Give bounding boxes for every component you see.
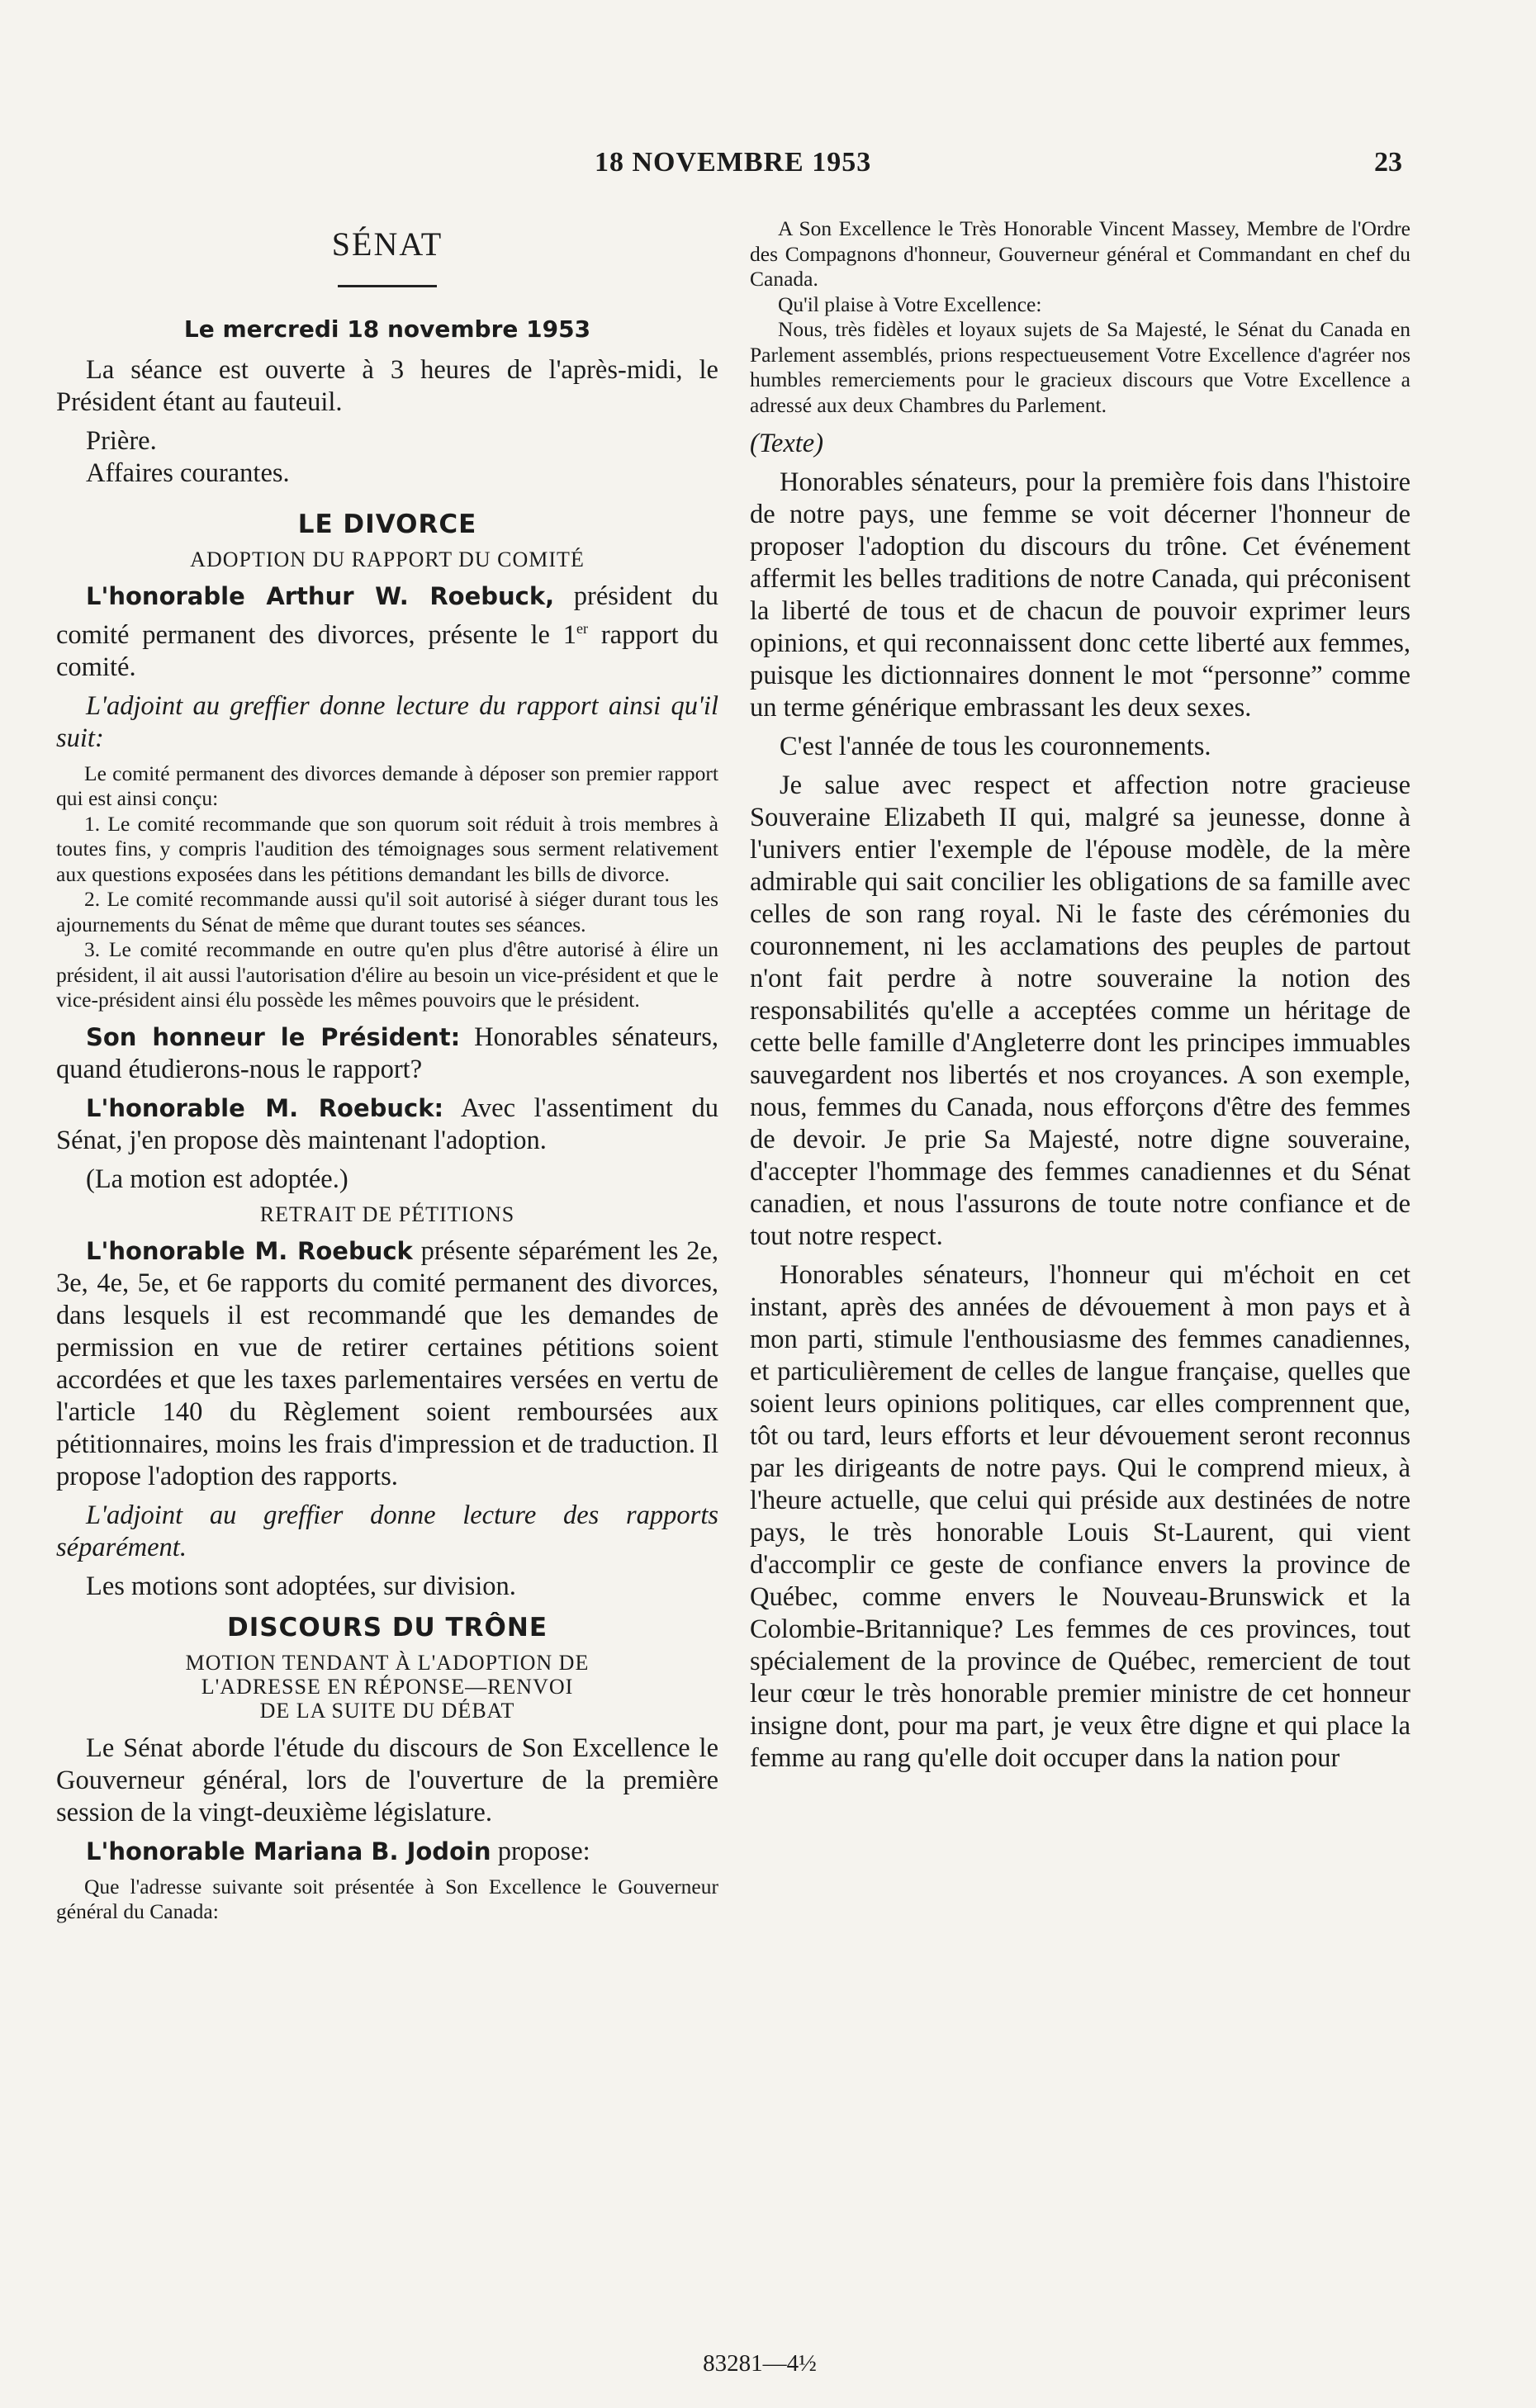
- speaker-jodoin: L'honorable Mariana B. Jodoin: [86, 1837, 491, 1865]
- page-date-header: 18 NOVEMBRE 1953: [595, 147, 872, 178]
- left-column: [56, 216, 718, 1925]
- speaker-roebuck: L'honorable Arthur W. Roebuck,: [86, 582, 555, 610]
- president-paragraph: [56, 1022, 718, 1086]
- speech-paragraph-2: C'est l'année de tous les couronnements.: [780, 732, 1211, 761]
- discours-sub-line-3: DE LA SUITE DU DÉBAT: [259, 1698, 515, 1723]
- senat-aborde-paragraph: Le Sénat aborde l'étude du discours de Son Excellence le Gouverneur général, lors de l'ouverture de la première session de la vingt-deuxième législature.: [56, 1733, 718, 1827]
- session-date: Le mercredi 18 novembre 1953: [183, 315, 591, 343]
- speech-paragraph-3: Je salue avec respect et affection notre gracieuse Souveraine Elizabeth II qui, malgré sa jeunesse, donne à l'univers entier l'exemple de l'épouse modèle, de la mère admirable qui sait concilier les obligations de sa famille avec celles de son rang royal. Ni le faste des cérémonies du couronnement, ni les acclamations des peuples de partout n'ont fait perdre à notre souveraine la notion des responsabilités qu'elle a acceptées comme un héritage de cette belle famille d'Angleterre dont les principes immuables sauvegardent nos libertés et nos croyances. A son exemple, nous, femmes du Canada, nous efforçons d'être des femmes de devoir. Je prie Sa Majesté, notre digne souveraine, d'accepter l'hommage des femmes canadiennes et du Sénat canadien, et nous l'assurons de toute notre confiance et de tout notre respect.: [750, 770, 1410, 1251]
- roebuck2-text: Avec l'assentiment du Sénat, j'en propose dès maintenant l'adoption.: [56, 1093, 718, 1155]
- speaker-president: Son honneur le Président:: [86, 1022, 461, 1051]
- roebuck-text-b: rapport du comité.: [56, 619, 718, 682]
- motions-adopted: Les motions sont adoptées, sur division.: [86, 1571, 516, 1601]
- footer-code: 83281—4½: [703, 2350, 817, 2377]
- greffier-note-1: L'adjoint au greffier donne lecture du rapport ainsi qu'il suit:: [56, 690, 718, 753]
- address-recipient: A Son Excellence le Très Honorable Vincent Massey, Membre de l'Ordre des Compagnons d'honneur, Gouverneur général et Commandant en chef du Canada.: [750, 216, 1410, 291]
- opening-paragraph: La séance est ouverte à 3 heures de l'après-midi, le Président étant au fauteuil.: [56, 355, 718, 417]
- roebuck-text-a: président du comité permanent des divorces, présente le 1: [56, 581, 718, 650]
- texte-label: (Texte): [750, 429, 824, 458]
- plaise-line: Qu'il plaise à Votre Excellence:: [778, 292, 1042, 316]
- roebuck3-paragraph: [56, 1235, 718, 1493]
- jodoin-paragraph: [56, 1836, 718, 1868]
- speaker-roebuck-2: L'honorable M. Roebuck:: [86, 1093, 444, 1122]
- adresse-intro: Que l'adresse suivante soit présentée à Son Excellence le Gouverneur général du Canada:: [56, 1874, 718, 1924]
- page-header: [0, 147, 1536, 188]
- speech-paragraph-1: Honorables sénateurs, pour la première fois dans l'histoire de notre pays, une femme se voit décerner l'honneur de proposer l'adoption du discours du trône. Cet événement affermit les belles traditions de notre Canada, qui préconisent la liberté de tous et de chacun de pouvoir exprimer leurs opinions, et qui reconnaissent donc cette liberté aux femmes, puisque les dictionnaires donnent le mot “personne” comme un terme générique embrassant les deux sexes.: [750, 467, 1410, 723]
- senat-title: SÉNAT: [331, 225, 443, 263]
- jodoin-text: propose:: [491, 1836, 590, 1866]
- divorce-section-title: LE DIVORCE: [297, 510, 477, 539]
- priere-line: Prière.: [86, 426, 157, 456]
- nous-paragraph: Nous, très fidèles et loyaux sujets de Sa Majesté, le Sénat du Canada en Parlement assemblés, prions respectueusement Votre Excellence d'agréer nos humbles remerciements pour le gracieux discours que Votre Excellence a adressé aux deux Chambres du Parlement.: [750, 317, 1410, 417]
- page-footer: [0, 2350, 1536, 2377]
- speech-paragraph-4: Honorables sénateurs, l'honneur qui m'échoit en cet instant, après des années de dévouement à mon pays et à mon parti, stimule l'enthousiasme des femmes canadiennes, et particulièrement de celles de langue française, quelles que soient leurs opinions politiques, car elles comprennent que, tôt ou tard, leurs efforts et leur dévouement seront reconnus par les dirigeants de notre pays. Qui le comprend mieux, à l'heure actuelle, que celui qui préside aux destinées de notre pays, le très honorable Louis St-Laurent, qui vient d'accomplir ce geste de confiance envers la province de Québec, comme envers le Nouveau-Brunswick et la Colombie-Britannique? Les femmes de ces provinces, tout spécialement de la province de Québec, remercient de tout leur cœur le très honorable premier ministre de cet honneur insigne dont, pour ma part, je veux être digne et qui place la femme au rang qu'elle doit occuper dans la nation pour: [750, 1260, 1410, 1773]
- divorce-subtitle: ADOPTION DU RAPPORT DU COMITÉ: [190, 547, 585, 571]
- report-item-1: 1. Le comité recommande que son quorum soit réduit à trois membres à toutes fins, y compris l'audition des témoignages sous serment relativement aux questions exposées dans les pétitions demandant les bills de divorce.: [56, 811, 718, 886]
- roebuck3-text: présente séparément les 2e, 3e, 4e, 5e, et 6e rapports du comité permanent des divorces, dans lesquels il est recommandé que les demandes de permission en vue de retirer certaines pétitions soient accordées et que les taxes parlementaires versées en vertu de l'article 140 du Règlement soient remboursées aux pétitionnaires, moins les frais d'impression et de traduction. Il propose l'adoption des rapports.: [56, 1235, 718, 1491]
- speaker-roebuck-3: L'honorable M. Roebuck: [86, 1236, 413, 1265]
- roebuck2-paragraph: [56, 1093, 718, 1157]
- report-item-2: 2. Le comité recommande aussi qu'il soit autorisé à siéger durant tous les ajournements du Sénat de même que durant toutes ses séances.: [56, 887, 718, 936]
- title-rule: [338, 285, 437, 287]
- motion-adopted: (La motion est adoptée.): [86, 1164, 348, 1194]
- president-text: Honorables sénateurs, quand étudierons-nous le rapport?: [56, 1022, 718, 1084]
- discours-sub-line-1: MOTION TENDANT À L'ADOPTION DE: [185, 1650, 590, 1675]
- page-number: 23: [1374, 147, 1402, 178]
- roebuck-paragraph: [56, 581, 718, 684]
- greffier-note-2: L'adjoint au greffier donne lecture des rapports séparément.: [56, 1500, 718, 1562]
- report-item-3: 3. Le comité recommande en outre qu'en plus d'être autorisé à élire un président, il ait aussi l'autorisation d'élire au besoin un vice-président et que le vice-président ainsi élu possède les mêmes pouvoirs que le président.: [56, 937, 718, 1012]
- discours-section-title: DISCOURS DU TRÔNE: [226, 1612, 548, 1642]
- discours-sub-line-2: L'ADRESSE EN RÉPONSE—RENVOI: [201, 1674, 574, 1699]
- report-intro: Le comité permanent des divorces demande à déposer son premier rapport qui est ainsi conçu:: [56, 761, 718, 811]
- right-column: [750, 216, 1410, 1781]
- roebuck-sup: er: [576, 620, 589, 637]
- affaires-line: Affaires courantes.: [86, 458, 290, 488]
- retrait-subtitle: RETRAIT DE PÉTITIONS: [259, 1202, 515, 1226]
- discours-subtitle: [56, 1651, 718, 1723]
